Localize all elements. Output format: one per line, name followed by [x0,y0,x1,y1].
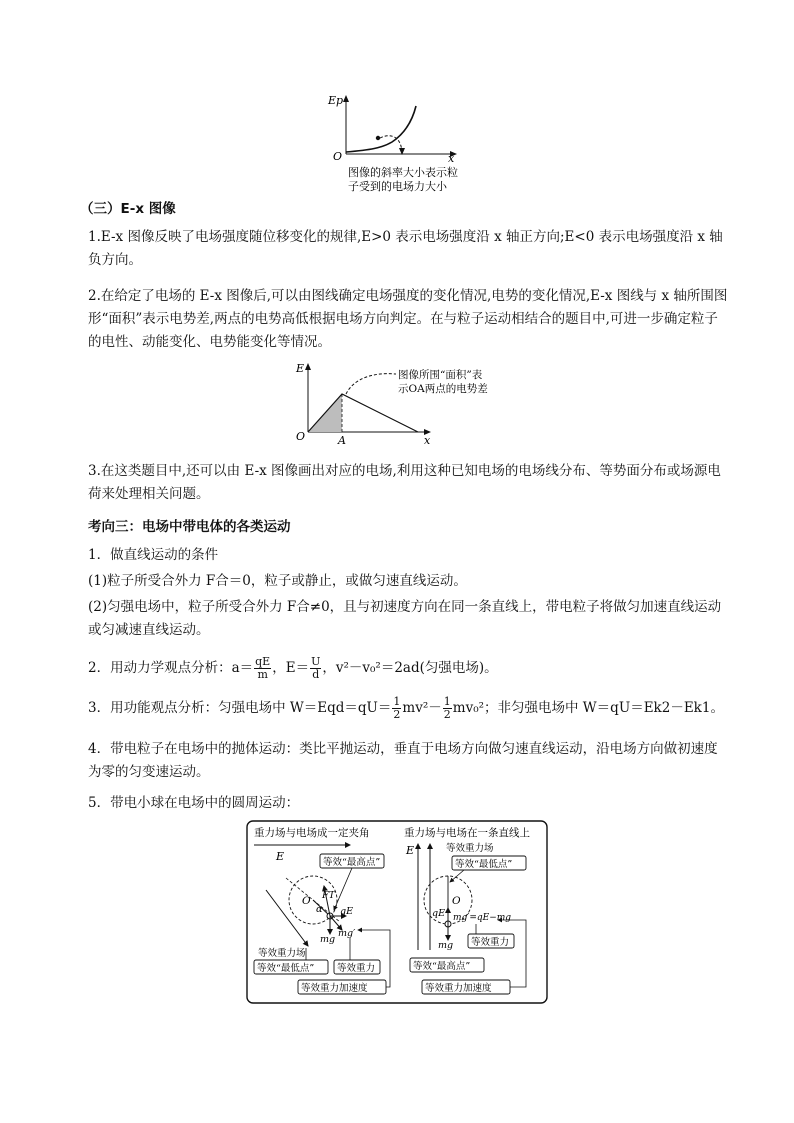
topic3-item-1a: (1)粒子所受合外力 F合＝0，粒子或静止，或做匀速直线运动。 [88,573,467,589]
figure2-note-line2: 示OA两点的电势差 [398,383,488,395]
right-low-box-label: 等效“最低点” [455,859,513,870]
item3-mv: mv²－ [402,700,442,716]
e-axis-label: E [296,362,305,375]
right-high-box-label: 等效“最高点” [413,961,471,972]
left-e-label: E [276,850,285,863]
right-mg-label: mg [438,940,454,951]
left-alpha-label: α [316,904,323,915]
section3-paragraph-3: 3.在这类题目中,还可以由 E-x 图像画出对应的电场,利用这种已知电场的电场线分布、等势面分布或场源电荷来处理相关问题。 [88,463,721,502]
section3-heading: （三）E-x 图像 [80,201,176,217]
topic3-item-4: 4．带电粒子在电场中的抛体运动：类比平抛运动，垂直于电场方向做匀速直线运动，沿电场方向做初速度为零的匀变速运动。 [88,741,718,780]
left-panel-title: 重力场与电场成一定夹角 [254,827,370,839]
item2-prefix: 2．用动力学观点分析：a＝ [88,660,254,676]
topic3-item-3 [88,696,728,721]
fraction-one-half-b: $\frac{1}{2}$ [443,695,451,721]
left-ft-label: FT [322,890,335,901]
ep-x-graph [320,88,480,198]
topic3-item-1b: (2)匀强电场中，粒子所受合外力 F合≠0，且与初速度方向在同一条直线上，带电粒子将做匀加速直线运动或匀减速直线运动。 [88,599,722,638]
point-a-label: A [338,434,346,447]
left-top-box-label: 等效“最高点” [323,857,381,868]
circular-motion-diagram [246,820,548,1006]
fraction-u-over-d: $\frac{U}{d}$ [311,655,321,681]
left-field-label: 等效重力场 [258,948,306,959]
right-acc-box-label: 等效重力加速度 [425,983,492,994]
section3-paragraph-1: 1.E-x 图像反映了电场强度随位移变化的规律,E>0 表示电场强度沿 x 轴正方向;E<0 表示电场强度沿 x 轴负方向。 [88,229,723,268]
topic3-item-2 [88,656,728,681]
item2-mid: ，E＝ [272,660,310,676]
item2-suffix: ，v²－v₀²＝2ad(匀强电场)。 [322,660,498,676]
figure2-note-line1: 图像所围“面积”表 [398,369,483,381]
x-axis-label: x [424,434,431,447]
section3-paragraph-2: 2.在给定了电场的 E-x 图像后,可以由图线确定电场强度的变化情况,电势的变化情况,E-x 图线与 x 轴所围图形“面积”表示电势差,两点的电势高低根据电场方向判定。在与粒子运动相结合的题目中,可进一步确定粒子的电性、动能变化、电势能变化等情况。 [88,288,728,350]
item3-prefix: 3．用功能观点分析：匀强电场中 W＝Eqd＝qU＝ [88,700,392,716]
figure1-caption-line1: 图像的斜率大小表示粒 [348,166,458,179]
topic3-item-1: 1．做直线运动的条件 [88,547,219,563]
origin-label: O [296,430,306,443]
right-panel-title: 重力场与电场在一条直线上 [404,827,530,839]
fraction-one-half-a: $\frac{1}{2}$ [393,695,401,721]
right-field-label: 等效重力场 [446,843,494,854]
left-qe-label: qE [340,906,354,917]
right-mg-eff-label: mg′=qE−mg [453,913,512,923]
topic3-heading: 考向三：电场中带电体的各类运动 [88,519,291,535]
left-acc-box-label: 等效重力加速度 [301,983,368,994]
right-grav-box-label: 等效重力 [471,937,510,948]
left-grav-box-label: 等效重力 [337,963,376,974]
left-low-box-label: 等效“最低点” [257,963,315,974]
right-qe-label: qE [432,908,446,919]
right-e-label: E [406,844,415,857]
left-mg-eff-label: mg′ [338,928,356,939]
left-mg-label: mg [320,934,336,945]
figure1-caption-line2: 子受到的电场力大小 [348,180,447,193]
item3-mv0: mv₀²；非匀强电场中 W＝qU＝Ek2－Ek1。 [452,700,724,716]
fraction-qe-over-m: $\frac{qE}{m}$ [255,655,271,681]
right-o-label: O [452,895,461,907]
x-axis-label: x [448,152,455,165]
left-o-label: O [302,895,311,907]
ep-axis-label: Ep [328,94,344,107]
e-x-graph [290,360,510,450]
topic3-item-5: 5．带电小球在电场中的圆周运动： [88,795,300,811]
origin-label: O [333,150,343,163]
